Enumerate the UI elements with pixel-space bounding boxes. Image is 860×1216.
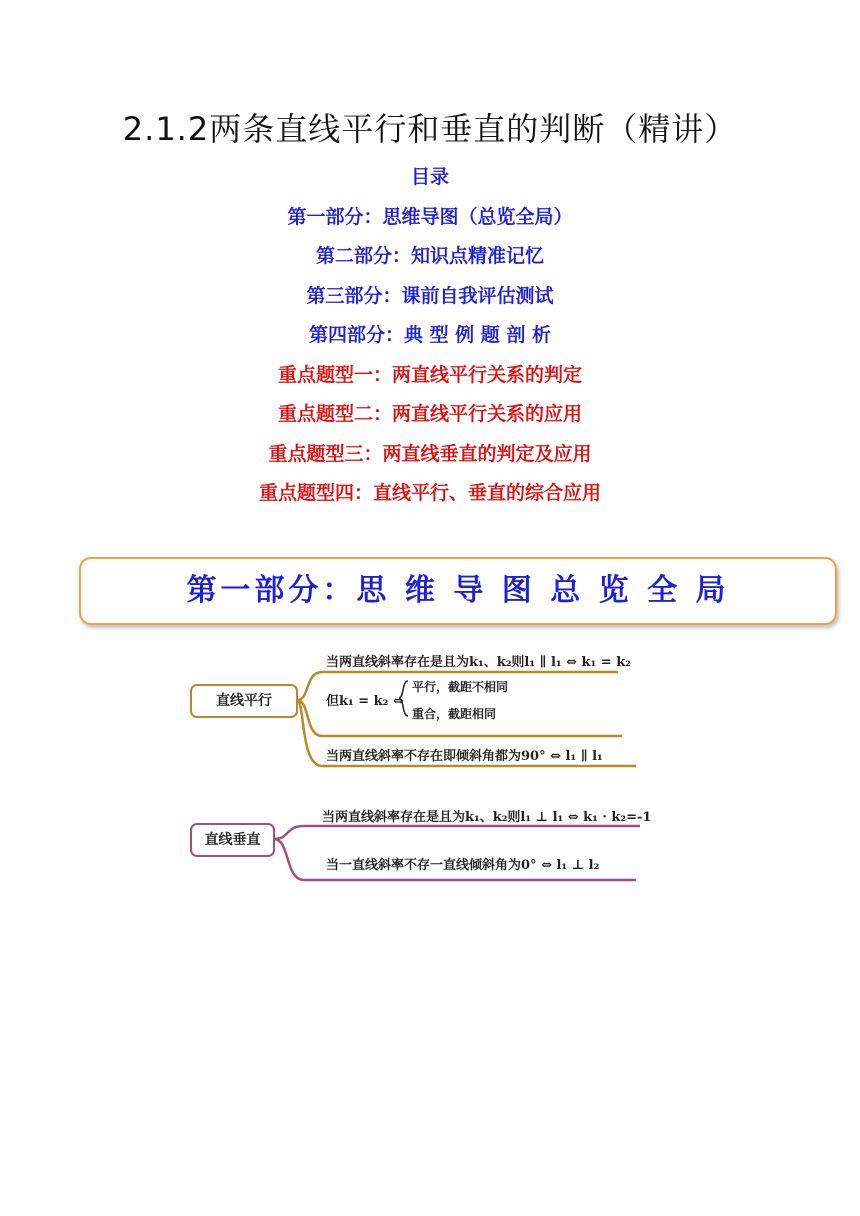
parallel-branch1-text: 当两直线斜率存在是且为k₁、k₂则l₁ ∥ l₁ ⇔ k₁ = k₂	[326, 655, 631, 670]
perp-branch1-line	[274, 826, 640, 839]
section-heading: 第一部分：思 维 导 图 总 览 全 局	[186, 573, 730, 608]
mindmap-node-parallel: 直线平行	[190, 684, 298, 718]
toc-item-part1[interactable]: 第一部分：思维导图（总览全局）	[287, 205, 573, 228]
toc-item-type2[interactable]: 重点题型二：两直线平行关系的应用	[277, 403, 582, 425]
toc-item-part4[interactable]: 第四部分：典 型 例 题 剖 析	[308, 324, 552, 346]
mindmap-node-perpendicular: 直线垂直	[190, 823, 275, 857]
parallel-branch2-prefix: 但k₁ = k₂ ⇔	[326, 694, 404, 709]
toc-item-type3[interactable]: 重点题型三：两直线垂直的判定及应用	[268, 442, 592, 465]
parallel-branch3-text: 当两直线斜率不存在即倾斜角都为90° ⇔ l₁ ∥ l₁	[326, 749, 603, 764]
parallel-branch2-option-a: 平行，截距不相同	[412, 680, 509, 694]
parallel-branch2-option-b: 重合，截距相同	[412, 707, 497, 721]
perp-branch2-text: 当一直线斜率不存一直线倾斜角为0° ⇔ l₁ ⊥ l₂	[326, 858, 600, 873]
toc-item-type1[interactable]: 重点题型一：两直线平行关系的判定	[277, 363, 582, 386]
toc-heading[interactable]: 目录	[410, 166, 449, 188]
toc-item-part2[interactable]: 第二部分：知识点精准记忆	[315, 245, 544, 267]
toc-item-type4[interactable]: 重点题型四：直线平行、垂直的综合应用	[258, 482, 601, 504]
perp-branch1-text: 当两直线斜率存在是且为k₁、k₂则l₁ ⊥ l₁ ⇔ k₁ · k₂=-1	[322, 810, 652, 825]
page-title: 2.1.2两条直线平行和垂直的判断（精讲）	[122, 110, 738, 148]
toc-item-part3[interactable]: 第三部分：课前自我评估测试	[306, 284, 554, 307]
